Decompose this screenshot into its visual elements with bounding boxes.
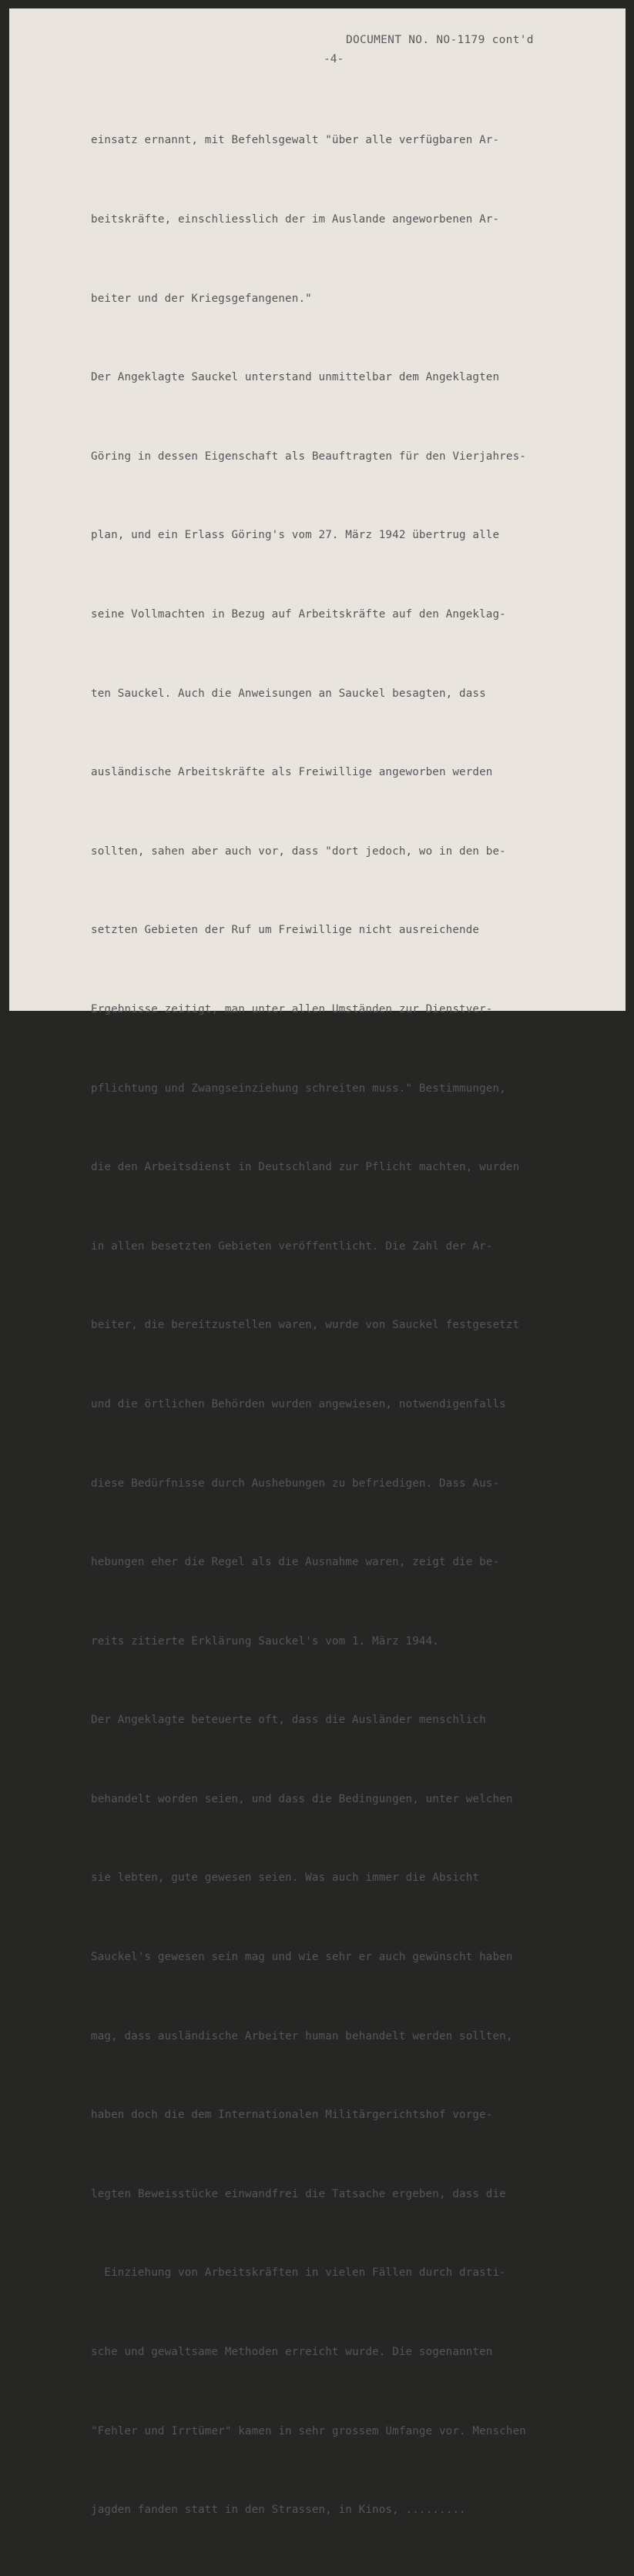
text-line: und die örtlichen Behörden wurden angewiesen, notwendigenfalls (91, 1397, 506, 1410)
text-line: hebungen eher die Regel als die Ausnahme waren, zeigt die be- (91, 1556, 500, 1569)
text-line: pflichtung und Zwangseinziehung schreiten muss." Bestimmungen, (91, 1082, 506, 1095)
text-line: Sauckel's gewesen sein mag und wie sehr er auch gewünscht haben (91, 1951, 513, 1964)
text-line: jagden fanden statt in den Strassen, in Kinos, ......... (91, 2504, 466, 2517)
text-line: sie lebten, gute gewesen seien. Was auch immer die Absicht (91, 1872, 480, 1885)
text-line: einsatz ernannt, mit Befehlsgewalt "über alle verfügbaren Ar- (91, 134, 500, 147)
text-line: setzten Gebieten der Ruf um Freiwillige nicht ausreichende (91, 924, 480, 937)
text-line: plan, und ein Erlass Göring's vom 27. März 1942 übertrug alle (91, 529, 500, 542)
text-line: beiter, die bereitzustellen waren, wurde von Sauckel festgesetzt (91, 1319, 520, 1332)
text-line: Ergebnisse zeitigt, man unter allen Umständen zur Dienstver- (91, 1002, 493, 1015)
text-line: die den Arbeitsdienst in Deutschland zur Pflicht machten, wurden (91, 1161, 520, 1174)
text-line: behandelt worden seien, und dass die Bedingungen, unter welchen (91, 1792, 513, 1805)
text-line: diese Bedürfnisse durch Aushebungen zu befriedigen. Dass Aus- (91, 1477, 500, 1490)
text-line: sche und gewaltsame Methoden erreicht wurde. Die sogenannten (91, 2346, 493, 2359)
text-line: ausländische Arbeitskräfte als Freiwillige angeworben werden (91, 766, 493, 779)
document-body (91, 75, 607, 2576)
document-page (9, 8, 626, 2517)
text-line: Der Angeklagte Sauckel unterstand unmittelbar dem Angeklagten (91, 371, 500, 384)
text-line: beitskräfte, einschliesslich der im Auslande angeworbenen Ar- (91, 213, 500, 226)
text-line: seine Vollmachten in Bezug auf Arbeitskräfte auf den Angeklag- (91, 607, 506, 621)
page-number: -4- (324, 53, 344, 65)
text-line: Einziehung von Arbeitskräften in vielen Fällen durch drasti- (91, 2267, 506, 2280)
text-line: in allen besetzten Gebieten veröffentlicht. Die Zahl der Ar- (91, 1239, 493, 1253)
text-line: sollten, sahen aber auch vor, dass "dort jedoch, wo in den be- (91, 845, 506, 858)
text-line: beiter und der Kriegsgefangenen." (91, 292, 312, 305)
text-line: mag, dass ausländische Arbeiter human behandelt werden sollten, (91, 2029, 513, 2042)
text-line: haben doch die dem Internationalen Militärgerichtshof vorge- (91, 2109, 493, 2122)
text-line: legten Beweisstücke einwandfrei die Tatsache ergeben, dass die (91, 2187, 506, 2200)
document-header: DOCUMENT NO. NO-1179 cont'd (346, 34, 534, 46)
text-line: reits zitierte Erklärung Sauckel's vom 1. März 1944. (91, 1634, 439, 1648)
text-line: ten Sauckel. Auch die Anweisungen an Sauckel besagten, dass (91, 687, 486, 700)
text-line: "Fehler und Irrtümer" kamen in sehr grossem Umfange vor. Menschen (91, 2424, 526, 2437)
text-line: Der Angeklagte beteuerte oft, dass die Ausländer menschlich (91, 1714, 486, 1727)
text-line: Göring in dessen Eigenschaft als Beauftragten für den Vierjahres- (91, 450, 526, 463)
